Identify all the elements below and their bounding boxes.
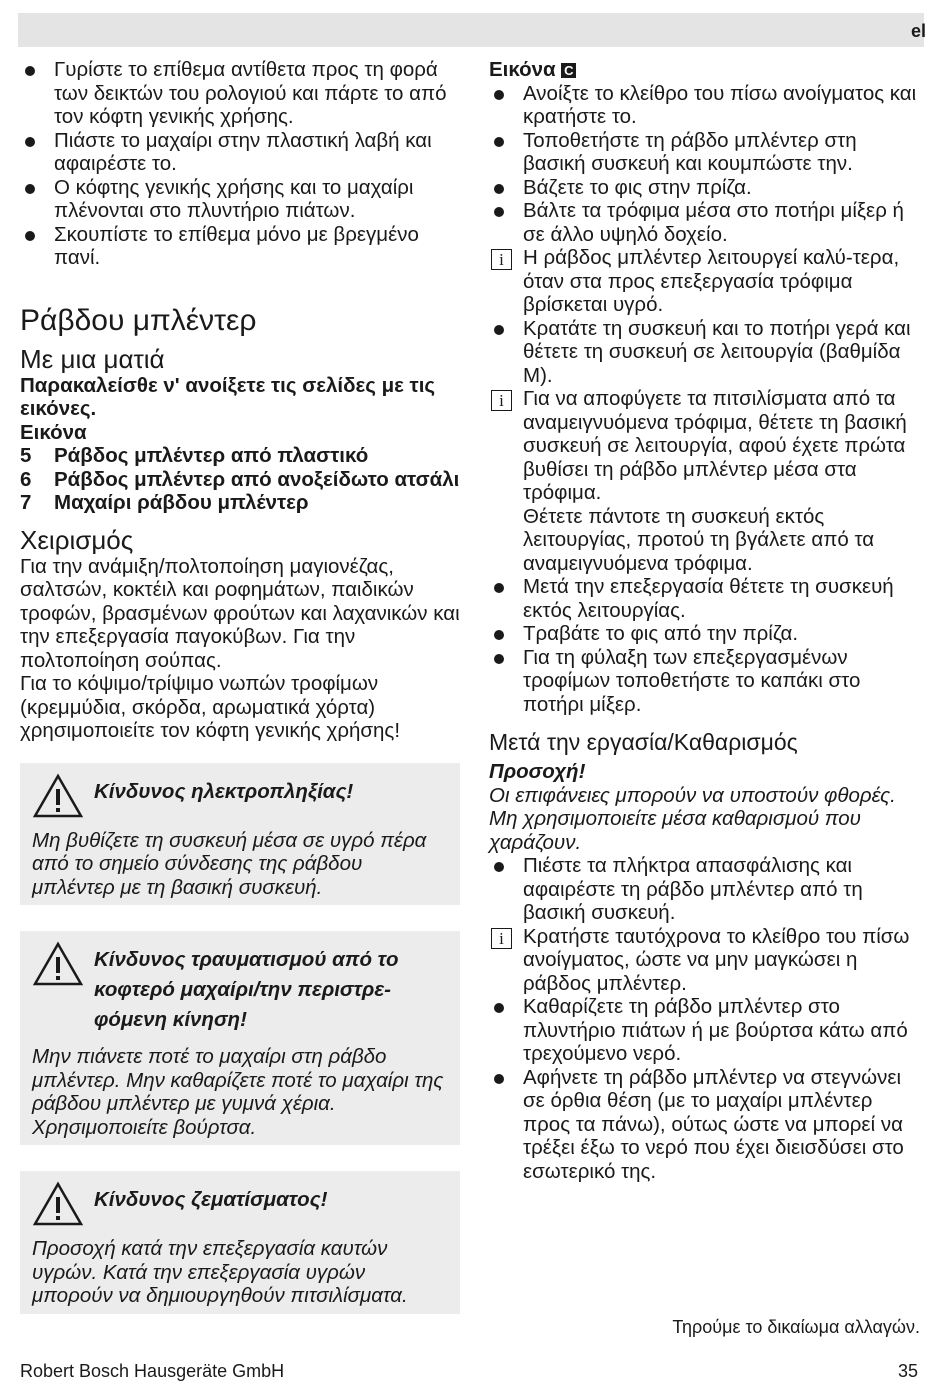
warning-text: Προσοχή κατά την επεξεργασία καυτών υγρών. Κατά την επεξεργασία υγρών μπορούν να δημιουργηθούν πιτσιλίσματα. (32, 1237, 408, 1307)
language-code: el (910, 21, 926, 41)
rights-note: Τηρούμε το δικαίωμα αλλαγών. (672, 1317, 920, 1337)
list-item: Ο κόφτης γενικής χρήσης και το μαχαίρι πλένονται στο πλυντήριο πιάτων. (20, 176, 460, 223)
operation-paragraph: Για το κόψιμο/τρίψιμο νωπών τροφίμων (κρεμμύδια, σκόρδα, αρωματικά χόρτα) χρησιμοποιείτε τον κόφτη γενικής χρήσης! (20, 672, 401, 742)
warning-title: Κίνδυνος τραυματισμού από το κοφτερό μαχαίρι/την περιστρε-φόμενη κίνηση! (94, 948, 399, 1031)
info-text: Για να αποφύγετε τα πιτσιλίσματα από τα αναμειγνυόμενα τρόφιμα, θέτετε τη βασική συσκευή σε λειτουργία, αφού έχετε πρώτα βυθίσει τη ράβδο μπλέντερ μέσα στα τρόφιμα. (523, 387, 907, 504)
info-icon: i (491, 249, 512, 270)
cutter-cleaning-list (20, 58, 460, 270)
list-item (489, 995, 923, 1066)
list-item (489, 1066, 923, 1184)
step-text: Τοποθετήστε τη ράβδο μπλέντερ στη βασική συσκευή και κουμπώστε την. (523, 128, 857, 175)
step-text: Πιέστε τα πλήκτρα απασφάλισης και αφαιρέστε τη ράβδο μπλέντερ από τη βασική συσκευή. (523, 854, 863, 924)
part-item (20, 491, 460, 515)
step-text: Αφήνετε τη ράβδο μπλέντερ να στεγνώνει σε όρθια θέση (με το μαχαίρι μπλέντερ προς τα πάνω), ούτως ώστε να μπορεί να τρέξει έξω το νερό που έχει διεισδύσει στο εσωτερικό της. (523, 1065, 904, 1183)
info-note (489, 246, 923, 317)
list-item (489, 317, 923, 388)
bullet-dot (494, 583, 504, 593)
bullet-dot (494, 325, 504, 335)
warning-box (20, 1171, 460, 1314)
header-bar (18, 13, 924, 47)
step-text: Βάζετε το φις στην πρίζα. (523, 175, 752, 199)
part-item (20, 468, 460, 492)
warning-title: Κίνδυνος ζεματίσματος! (94, 1188, 328, 1211)
list-item (489, 854, 923, 925)
figure-label: Εικόνα (489, 58, 556, 81)
bullet-dot (494, 90, 504, 100)
info-icon: i (491, 390, 512, 411)
list-item (489, 646, 923, 717)
info-icon: i (491, 928, 512, 949)
bullet-dot (494, 630, 504, 640)
part-item (20, 444, 460, 468)
part-text: Ράβδος μπλέντερ από ανοξείδωτο ατσάλι (54, 467, 460, 491)
bullet-dot (494, 1003, 504, 1013)
bullet-dot (494, 137, 504, 147)
figure-ref (489, 58, 923, 82)
bullet-dot (494, 184, 504, 194)
info-text: Κρατήστε ταυτόχρονα το κλείθρο του πίσω ανοίγματος, ώστε να μην μαγκώσει η ράβδος μπλέντερ. (523, 924, 910, 995)
figure-label: Εικόνα (20, 420, 87, 444)
cleaning-title: Μετά την εργασία/Καθαρισμός (489, 729, 798, 755)
operation-title: Χειρισμός (20, 524, 134, 555)
list-item (489, 129, 923, 176)
left-column (20, 58, 460, 1314)
list-item (489, 622, 923, 646)
overview-intro: Παρακαλείσθε ν' ανοίξετε τις σελίδες με τις εικόνες. (20, 373, 436, 420)
warning-box (20, 931, 460, 1145)
info-text: Η ράβδος μπλέντερ λειτουργεί καλύ-τερα, όταν στα προς επεξεργασία τρόφιμα βρίσκεται υγρό. (523, 246, 900, 316)
warning-icon (32, 1181, 84, 1227)
list-item: Σκουπίστε το επίθεμα μόνο με βρεγμένο πανί. (20, 223, 460, 270)
info-note (489, 387, 923, 575)
step-text: Μετά την επεξεργασία θέτετε τη συσκευή εκτός λειτουργίας. (523, 575, 894, 622)
bullet-dot (494, 862, 504, 872)
list-item (489, 176, 923, 200)
warning-text: Μην πιάνετε ποτέ το μαχαίρι στη ράβδο μπλέντερ. Μην καθαρίζετε ποτέ το μαχαίρι της ράβδου μπλέντερ με γυμνά χέρια. Χρησιμοποιείτε βούρτσα. (32, 1045, 444, 1139)
step-text: Για τη φύλαξη των επεξεργασμένων τροφίμων τοποθετήστε το καπάκι στο ποτήρι μίξερ. (523, 645, 861, 716)
part-number: 5 (20, 444, 32, 467)
part-text: Ράβδος μπλέντερ από πλαστικό (54, 444, 369, 467)
company-name: Robert Bosch Hausgeräte GmbH (20, 1361, 285, 1381)
step-text: Κρατάτε τη συσκευή και το ποτήρι γερά και θέτετε τη συσκευή σε λειτουργία (βαθμίδα M). (523, 316, 911, 387)
warning-icon (32, 773, 84, 819)
caution-label: Προσοχή! (489, 760, 586, 783)
subsection-title: Με μια ματιά (20, 343, 165, 374)
bullet-dot (494, 1074, 504, 1084)
bullet-dot (494, 207, 504, 217)
step-text: Βάλτε τα τρόφιμα μέσα στο ποτήρι μίξερ ή σε άλλο υψηλό δοχείο. (523, 199, 904, 246)
part-number: 6 (20, 467, 32, 491)
operation-paragraph: Για την ανάμιξη/πολτοποίηση μαγιονέζας, σαλτσών, κοκτέιλ και ροφημάτων, παιδικών τροφών, βρασμένων φρούτων και λαχανικών και την επεξεργασία παγοκύβων. Για την πολτοποίηση σούπας. (20, 554, 460, 672)
warning-icon (32, 941, 84, 987)
usage-steps (489, 82, 923, 717)
bullet-dot (494, 654, 504, 664)
caution-text: Οι επιφάνειες μπορούν να υποστούν φθορές. Μη χρησιμοποιείτε μέσα καθαρισμού που χαράζουν. (489, 783, 896, 854)
warning-box (20, 763, 460, 906)
warning-title: Κίνδυνος ηλεκτροπληξίας! (94, 779, 354, 803)
step-text: Τραβάτε το φις από την πρίζα. (523, 622, 799, 645)
step-text: Καθαρίζετε τη ράβδο μπλέντερ στο πλυντήριο πιάτων ή με βούρτσα κάτω από τρεχούμενο νερό. (523, 995, 908, 1065)
figure-letter: C (561, 63, 576, 78)
warning-text: Μη βυθίζετε τη συσκευή μέσα σε υγρό πέρα από το σημείο σύνδεσης της ράβδου μπλέντερ με τη βασική συσκευή. (32, 828, 427, 899)
page-number: 35 (897, 1361, 918, 1381)
step-text: Ανοίξτε το κλείθρο του πίσω ανοίγματος και κρατήστε το. (523, 81, 917, 128)
part-text: Μαχαίρι ράβδου μπλέντερ (54, 491, 309, 514)
info-text: Θέτετε πάντοτε τη συσκευή εκτός λειτουργίας, προτού τη βγάλετε από τα αναμειγνυόμενα τρόφιμα. (523, 504, 875, 575)
right-column (489, 58, 923, 1183)
info-note (489, 925, 923, 996)
cleaning-steps (489, 854, 923, 1183)
list-item: Πιάστε το μαχαίρι στην πλαστική λαβή και αφαιρέστε το. (20, 129, 460, 176)
list-item (489, 199, 923, 246)
list-item: Γυρίστε το επίθεμα αντίθετα προς τη φορά των δεικτών του ρολογιού και πάρτε το από τον κόφτη γενικής χρήσης. (20, 58, 460, 129)
section-title: Ράβδου μπλέντερ (20, 303, 257, 337)
list-item (489, 82, 923, 129)
list-item (489, 575, 923, 622)
part-number: 7 (20, 491, 32, 514)
